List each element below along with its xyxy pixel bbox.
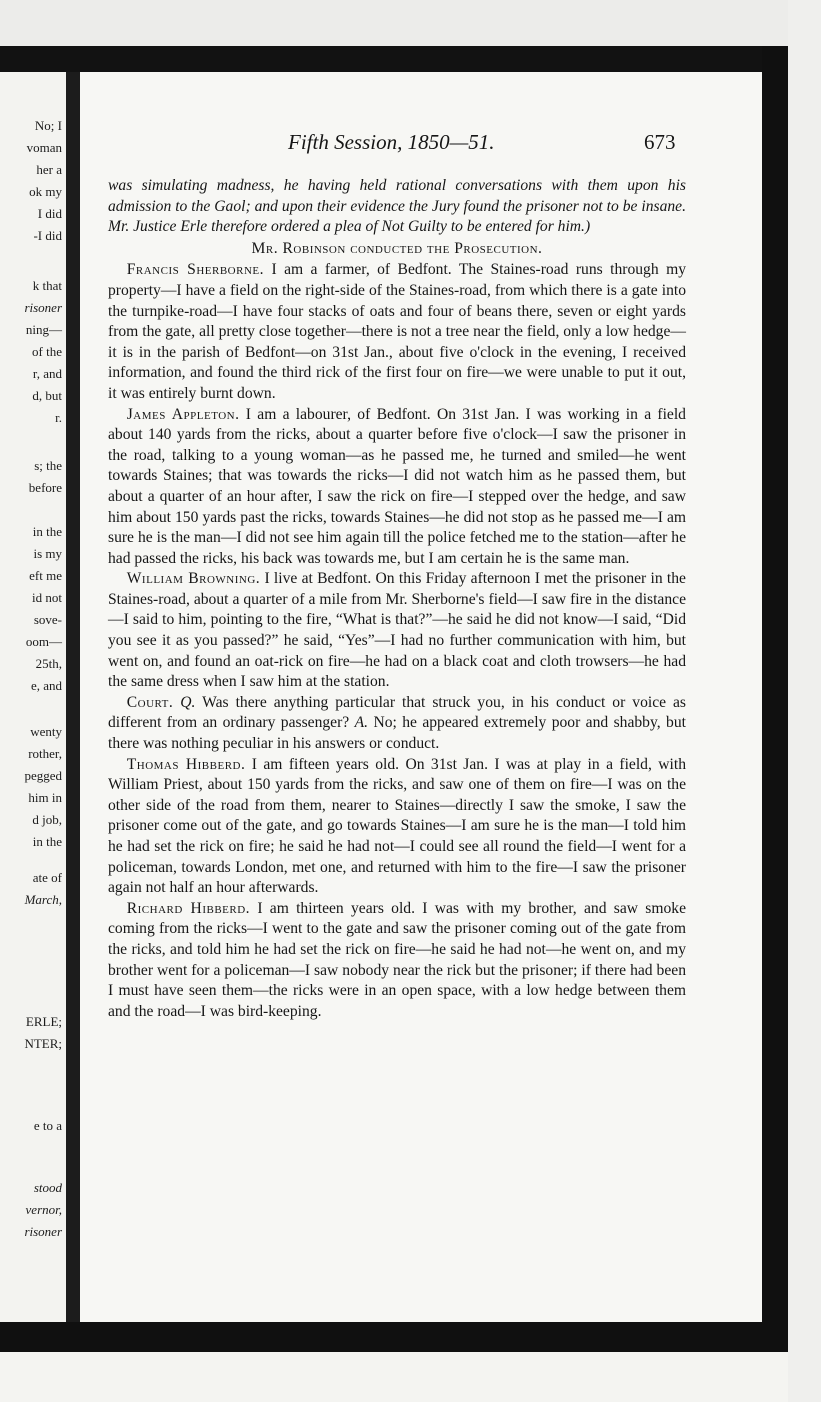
facing-page-text: stood <box>33 1180 62 1195</box>
paragraph-testimony <box>108 569 686 693</box>
facing-page-text: k that <box>32 278 62 293</box>
facing-page-text: before <box>28 480 62 495</box>
facing-page-text: pegged <box>24 768 62 783</box>
facing-page-text: March, <box>24 892 62 907</box>
testimony-text: I am a labourer, of Bedfont. On 31st Jan. I was working in a field about 140 yards from the ricks, about a quarter before five o'clock—I saw the prisoner in the road, talking to a young woman—as he passed me, he turned and smiled—he went towards Staines; that was towards the ricks—I did not watch him as he passed them, but about a quarter of an hour after, I saw the rick on fire—I stepped over the hedge, and saw him about 150 yards past the ricks, towards Staines—he did not stop as he passed me—I am sure he is the man—I did not see him again till the police fetched me to the station—after he had passed the ricks, his back was towards me, but I am certain he is the same man. <box>108 405 686 567</box>
court-label: Court. <box>126 693 174 711</box>
facing-page-text: I did <box>37 206 62 221</box>
facing-page-text: in the <box>32 524 62 539</box>
facing-page-text: id not <box>32 590 62 605</box>
paragraph-testimony <box>108 899 686 1023</box>
facing-page-text: No; I <box>34 118 62 133</box>
facing-page-text: -I did <box>33 228 62 243</box>
film-frame-top <box>0 46 790 72</box>
facing-page-text: vernor, <box>25 1202 62 1217</box>
answer-text: No; he appeared extremely poor and shabby, but there was nothing peculiar in his answers or conduct. <box>108 714 686 753</box>
testimony-text: I am thirteen years old. I was with my brother, and saw smoke coming from the ricks—I went to the gate and saw the prisoner coming out of the gate from the ricks, and told him he had set the rick on fire—he said he had not—he went on, and my brother went for a policeman—I saw nobody near the rick but the prisoner; if there had been I must have seen them—the ricks were in an open space, with a low hedge between them and the road—I was bird-keeping. <box>108 899 686 1020</box>
answer-marker: A. <box>354 714 369 732</box>
question-text: Was there anything particular that struck you, in his conduct or voice as different from an ordinary passenger? <box>108 693 687 732</box>
film-frame-right <box>762 46 788 1352</box>
page-number: 673 <box>644 130 676 154</box>
facing-page-text: s; the <box>34 458 62 473</box>
facing-page-text: wenty <box>30 724 62 739</box>
facing-page-text: her a <box>36 162 62 177</box>
witness-name: Thomas Hibberd. <box>126 755 246 773</box>
facing-page-text: risoner <box>24 300 62 315</box>
paragraph-testimony <box>108 260 686 404</box>
page-body <box>108 176 686 1022</box>
facing-page-text: e, and <box>30 678 62 693</box>
facing-page-text: ERLE; <box>25 1014 62 1029</box>
running-head: Fifth Session, 1850—51. <box>288 130 495 154</box>
facing-page-text: of the <box>32 344 62 359</box>
facing-page-text: r. <box>55 410 62 425</box>
facing-page-text: e to a <box>33 1118 62 1133</box>
facing-page-text: 25th, <box>35 656 62 671</box>
facing-page-text: ok my <box>29 184 62 199</box>
witness-name: William Browning. <box>126 570 261 588</box>
testimony-text: I am a farmer, of Bedfont. The Staines-road runs through my property—I have a field on the right-side of the Staines-road, from which there is a gate into the turnpike-road—I have four stacks of oats and four of beans there, seven or eight yards from the gate, all pretty close together—there is not a tree near the field, only a low hedge—it is in the parish of Bedfont—on 31st Jan., about five o'clock in the evening, I received information, and found the third rick of the first four on fire—we were unable to put it out, it was entirely burnt down. <box>108 261 686 402</box>
scan-margin-right <box>788 0 821 1402</box>
facing-page-text: d job, <box>32 812 62 827</box>
witness-name: Richard Hibberd. <box>126 899 251 917</box>
facing-page-text: eft me <box>29 568 62 583</box>
facing-page-text: NTER; <box>24 1036 62 1051</box>
facing-page-text: ate of <box>32 870 62 885</box>
facing-page-text: d, but <box>32 388 62 403</box>
book-gutter <box>66 72 80 1322</box>
testimony-text: I live at Bedfont. On this Friday afternoon I met the prisoner in the Staines-road, about a quarter of a mile from Mr. Sherborne's field—I saw fire in the distance—I said to him, pointing to the fire, “What is that?”—he said he did not know—I said, “Did you see it as you passed?” he said, “Yes”—I had no further communication with him, but went on, and found an oat-rick on fire—he had on a black coat and cloth trowsers—he had the same dress when I saw him at the station. <box>108 570 686 691</box>
facing-page-text: him in <box>28 790 62 805</box>
facing-page-text: rother, <box>28 746 62 761</box>
paragraph-testimony <box>108 405 686 570</box>
paragraph-verdict-note: was simulating madness, he having held rational conversations with them upon his admission to the Gaol; and upon their evidence the Jury found the prisoner not to be insane. Mr. Justice Erle therefore ordered a plea of Not Guilty to be entered for him.) <box>108 177 686 236</box>
document-page <box>80 72 762 1322</box>
facing-page-text: risoner <box>24 1224 62 1239</box>
paragraph-prosecution <box>108 239 686 260</box>
facing-page-fragment <box>0 72 66 1322</box>
witness-name: James Appleton. <box>126 405 240 423</box>
facing-page-text: voman <box>26 140 62 155</box>
prosecution-note: Mr. Robinson conducted the Prosecution. <box>251 239 543 257</box>
testimony-text: I am fifteen years old. On 31st Jan. I was at play in a field, with William Priest, about 150 yards from the ricks, and saw one of them on fire—I was on the other side of the road from them, nearer to Staines—directly I saw the smoke, I saw the prisoner come out of the gate, and go towards Staines—I am sure he is the man—I told him he had set the rick on fire; he said he had not—I could see all round the field—I went for a policeman, towards London, met one, and returned with him to the fire—I saw the prisoner again not half an hour afterwards. <box>108 755 686 897</box>
witness-name: Francis Sherborne. <box>126 261 265 279</box>
facing-page-text: ning— <box>25 322 62 337</box>
paragraph-court-question <box>108 693 686 755</box>
facing-page-text: in the <box>32 834 62 849</box>
film-frame-bottom <box>0 1322 800 1352</box>
facing-page-text: sove- <box>33 612 62 627</box>
question-marker: Q. <box>180 693 196 711</box>
paragraph-testimony <box>108 755 686 899</box>
facing-page-text: r, and <box>32 366 62 381</box>
facing-page-text: oom— <box>25 634 62 649</box>
facing-page-text: is my <box>33 546 62 561</box>
